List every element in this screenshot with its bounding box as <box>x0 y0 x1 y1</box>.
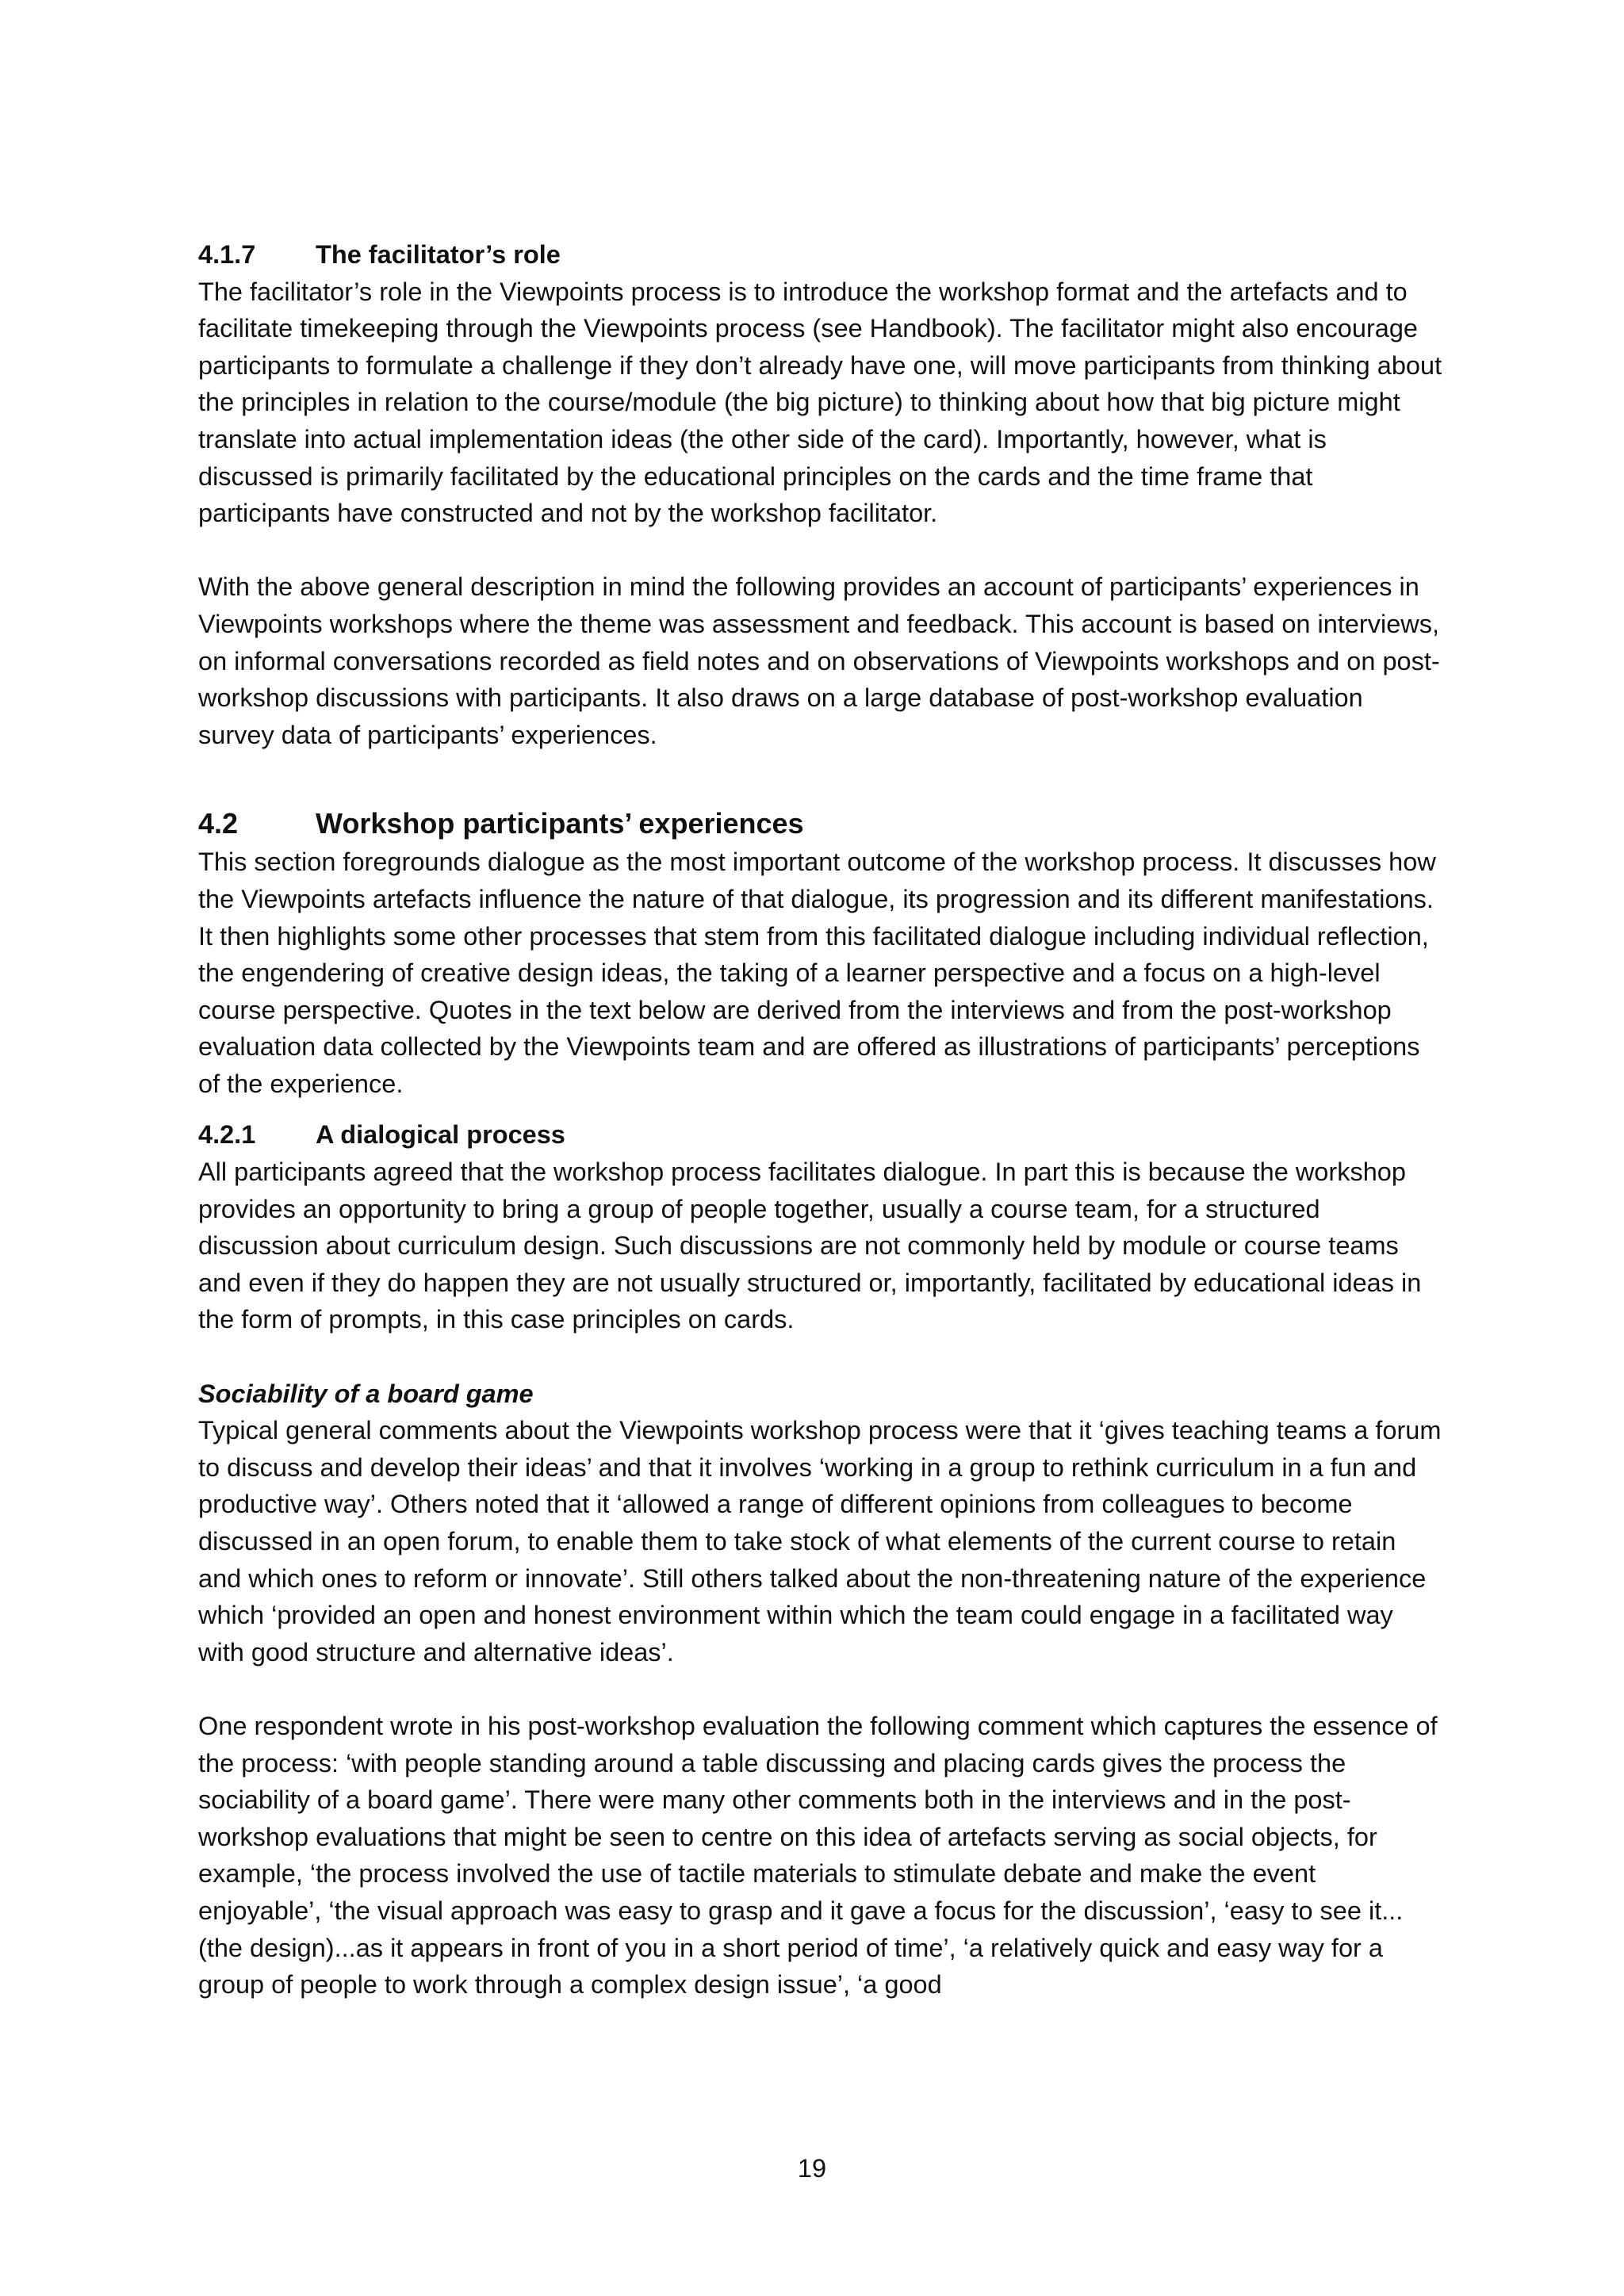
section-number: 4.2 <box>198 807 239 840</box>
section-title: Workshop participants’ experiences <box>316 807 804 840</box>
subheading: Sociability of a board game <box>198 1379 534 1408</box>
section-number: 4.1.7 <box>198 240 256 269</box>
paragraph: All participants agreed that the workshop process facilitates dialogue. In part this is because the workshop provides an opportunity to bring a group of people together, usually a course team, for a structured discussion about curriculum design. Such discussions are not commonly held by module or course teams and even if they do happen they are not usually structured or, importantly, facilitated by educational ideas in the form of prompts, in this case principles on cards. <box>198 1158 1422 1334</box>
document-page <box>198 236 1443 2003</box>
section-4-2-1-heading <box>198 1116 1443 1154</box>
paragraph: This section foregrounds dialogue as the most important outcome of the workshop process. It discusses how the Viewpoints artefacts influence the nature of that dialogue, its progression and its different manifestations. It then highlights some other processes that stem from this facilitated dialogue including individual reflection, the engendering of creative design ideas, the taking of a learner perspective and a focus on a high-level course perspective. Quotes in the text below are derived from the interviews and from the post-workshop evaluation data collected by the Viewpoints team and are offered as illustrations of participants’ perceptions of the experience. <box>198 848 1436 1098</box>
page-number: 19 <box>797 2154 827 2183</box>
paragraph: With the above general description in mind the following provides an account of participants’ experiences in Viewpoints workshops where the theme was assessment and feedback. This account is based on interviews, on informal conversations recorded as field notes and on observations of Viewpoints workshops and on post-workshop discussions with participants. It also draws on a large database of post-workshop evaluation survey data of participants’ experiences. <box>198 572 1440 749</box>
paragraph: One respondent wrote in his post-workshop evaluation the following comment which captures the essence of the process: ‘with people standing around a table discussing and placing cards gives the process the sociability of a board game’. There were many other comments both in the interviews and in the post-workshop evaluations that might be seen to centre on this idea of artefacts serving as social objects, for example, ‘the process involved the use of tactile materials to stimulate debate and make the event enjoyable’, ‘the visual approach was easy to grasp and it gave a focus for the discussion’, ‘easy to see it...(the design)...as it appears in front of you in a short period of time’, ‘a relatively quick and easy way for a group of people to work through a complex design issue’, ‘a good <box>198 1711 1438 1999</box>
paragraph: Typical general comments about the Viewpoints workshop process were that it ‘gives teaching teams a forum to discuss and develop their ideas’ and that it involves ‘working in a group to rethink curriculum in a fun and productive way’. Others noted that it ‘allowed a range of different opinions from colleagues to become discussed in an open forum, to enable them to take stock of what elements of the current course to retain and which ones to reform or innovate’. Still others talked about the non-threatening nature of the experience which ‘provided an open and honest environment within which the team could engage in a facilitated way with good structure and alternative ideas’. <box>198 1416 1442 1667</box>
section-4-1-7-heading <box>198 236 1443 274</box>
section-title: A dialogical process <box>316 1120 565 1150</box>
section-4-2-heading <box>198 804 1443 844</box>
section-number: 4.2.1 <box>198 1120 256 1150</box>
paragraph: The facilitator’s role in the Viewpoints process is to introduce the workshop format and the artefacts and to facilitate timekeeping through the Viewpoints process (see Handbook). The facilitator might also encourage participants to formulate a challenge if they don’t already have one, will move participants from thinking about the principles in relation to the course/module (the big picture) to thinking about how that big picture might translate into actual implementation ideas (the other side of the card). Importantly, however, what is discussed is primarily facilitated by the educational principles on the cards and the time frame that participants have constructed and not by the workshop facilitator. <box>198 277 1442 528</box>
section-title: The facilitator’s role <box>316 240 561 269</box>
